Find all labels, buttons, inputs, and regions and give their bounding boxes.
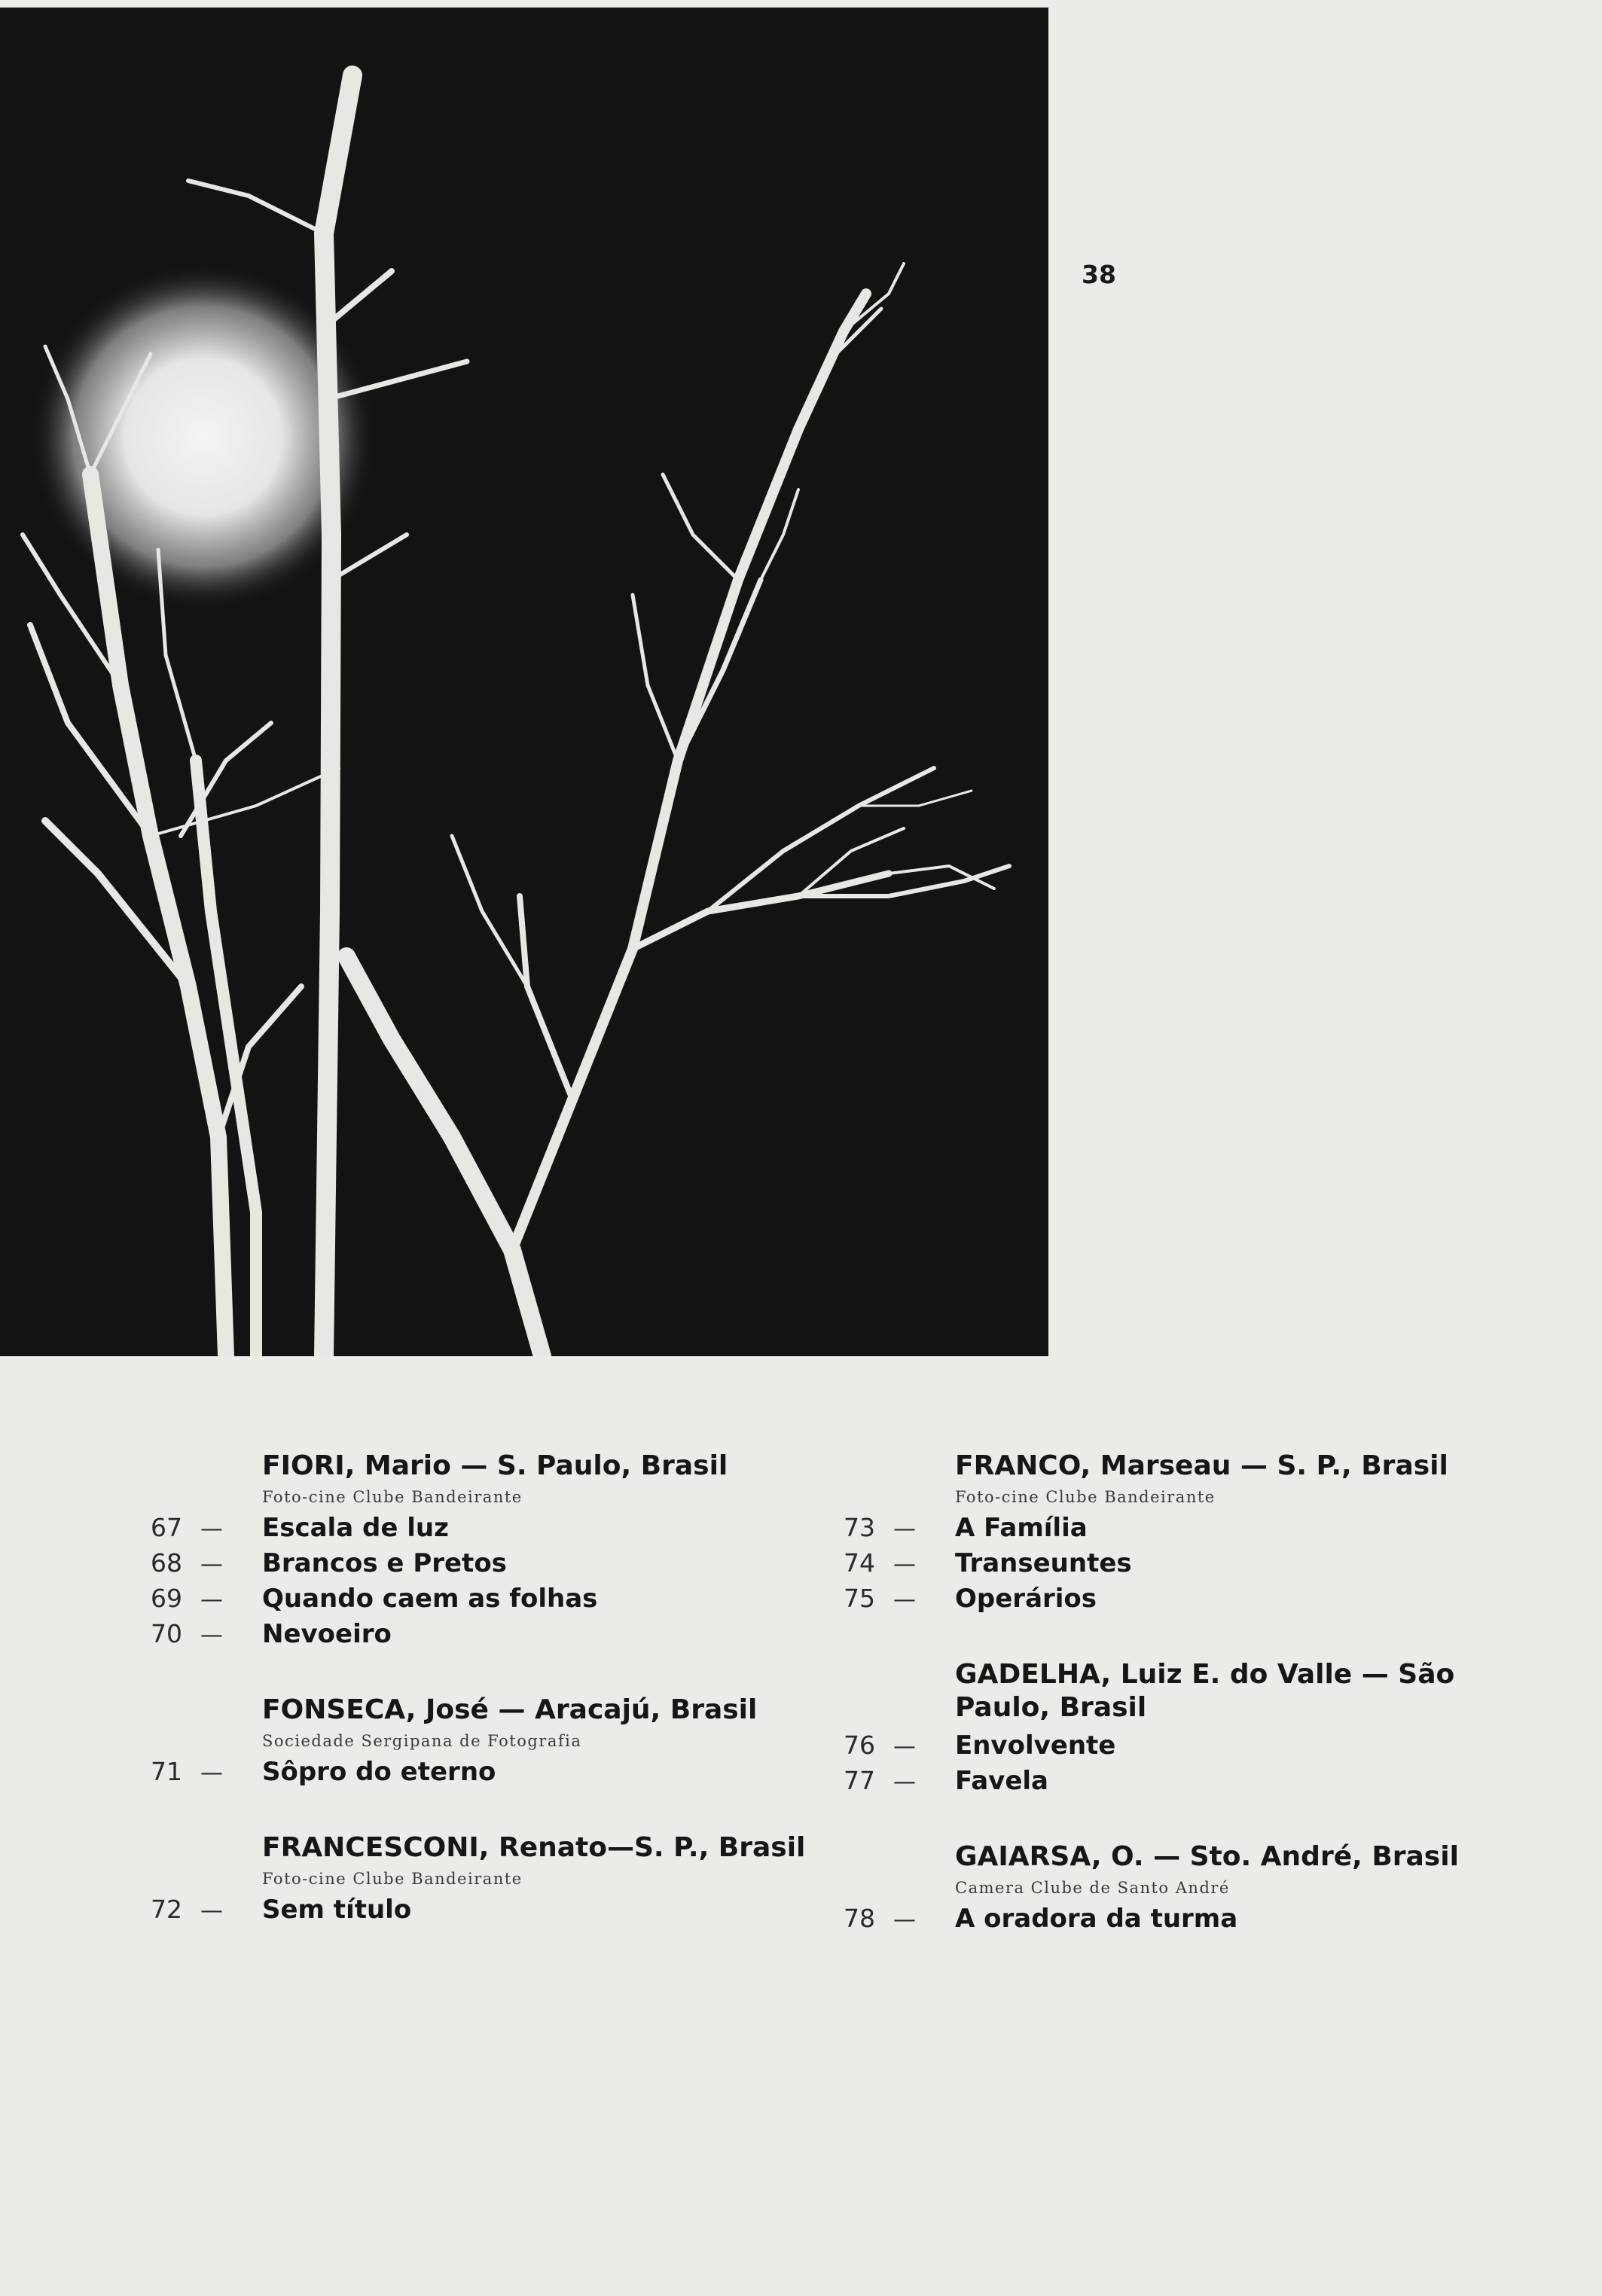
- exhibitor-entry: [151, 1450, 828, 1654]
- work-number: 78: [844, 1904, 875, 1933]
- work-number: 69: [151, 1584, 182, 1613]
- work-item: [844, 1766, 1506, 1801]
- work-item: [844, 1513, 1506, 1548]
- work-item: [844, 1904, 1506, 1939]
- work-title: Transeuntes: [955, 1548, 1132, 1578]
- work-item: [151, 1895, 828, 1930]
- exhibitor-club: Foto-cine Clube Bandeirante: [955, 1488, 1216, 1506]
- work-number: 76: [844, 1730, 875, 1760]
- exhibitor-entry: [151, 1831, 828, 1930]
- work-title: A Família: [955, 1513, 1088, 1543]
- work-title: Envolvente: [955, 1730, 1116, 1761]
- work-number: 74: [844, 1548, 875, 1578]
- work-item: [844, 1730, 1506, 1766]
- work-title: A oradora da turma: [955, 1904, 1238, 1934]
- exhibitor-column-right: [844, 1450, 1506, 1978]
- work-dash: —: [893, 1587, 916, 1613]
- work-dash: —: [893, 1733, 916, 1760]
- exhibitor-entry: [844, 1840, 1506, 1939]
- work-number: 77: [844, 1766, 875, 1795]
- work-item: [151, 1513, 828, 1548]
- exhibitor-author: FONSECA, José — Aracajú, Brasil: [262, 1694, 758, 1725]
- work-dash: —: [200, 1622, 223, 1648]
- exhibitor-club: Camera Clube de Santo André: [955, 1879, 1230, 1897]
- exhibitor-author: FRANCO, Marseau — S. P., Brasil: [955, 1450, 1448, 1481]
- work-dash: —: [200, 1551, 223, 1578]
- work-title: Operários: [955, 1584, 1097, 1614]
- work-dash: —: [893, 1907, 916, 1933]
- exhibitor-author: GADELHA, Luiz E. do Valle — São Paulo, Brasil: [955, 1659, 1455, 1723]
- work-title: Sem título: [262, 1895, 412, 1925]
- work-item: [844, 1584, 1506, 1619]
- work-title: Sôpro do eterno: [262, 1757, 496, 1787]
- exhibitor-club: Foto-cine Clube Bandeirante: [262, 1488, 523, 1506]
- exhibitor-column-left: [151, 1450, 828, 1969]
- work-dash: —: [893, 1551, 916, 1578]
- work-item: [151, 1757, 828, 1792]
- work-number: 70: [151, 1619, 182, 1648]
- work-title: Quando caem as folhas: [262, 1584, 598, 1614]
- work-dash: —: [893, 1516, 916, 1542]
- exhibitor-author: FRANCESCONI, Renato—S. P., Brasil: [262, 1832, 806, 1863]
- exhibitor-club: Foto-cine Clube Bandeirante: [262, 1870, 523, 1888]
- work-title: Nevoeiro: [262, 1619, 392, 1649]
- work-number: 68: [151, 1548, 182, 1578]
- exhibitor-entry: [151, 1694, 828, 1792]
- work-number: 73: [844, 1513, 875, 1542]
- work-item: [844, 1548, 1506, 1584]
- exhibitor-author: FIORI, Mario — S. Paulo, Brasil: [262, 1450, 728, 1481]
- work-title: Brancos e Pretos: [262, 1548, 507, 1578]
- work-title: Escala de luz: [262, 1513, 449, 1543]
- work-item: [151, 1619, 828, 1654]
- work-dash: —: [200, 1587, 223, 1613]
- work-item: [151, 1548, 828, 1584]
- work-dash: —: [200, 1760, 223, 1786]
- work-dash: —: [200, 1516, 223, 1542]
- moon-branches-photo: [0, 8, 1048, 1356]
- work-number: 75: [844, 1584, 875, 1613]
- exhibitor-entry: [844, 1658, 1506, 1801]
- work-number: 67: [151, 1513, 182, 1542]
- work-dash: —: [200, 1898, 223, 1924]
- exhibitor-club: Sociedade Sergipana de Fotografia: [262, 1732, 582, 1750]
- page-number: 38: [1082, 260, 1116, 289]
- work-number: 72: [151, 1895, 182, 1924]
- exhibitor-author: GAIARSA, O. — Sto. André, Brasil: [955, 1841, 1459, 1872]
- work-number: 71: [151, 1757, 182, 1786]
- work-title: Favela: [955, 1766, 1048, 1796]
- work-item: [151, 1584, 828, 1619]
- work-dash: —: [893, 1769, 916, 1795]
- exhibitor-entry: [844, 1450, 1506, 1619]
